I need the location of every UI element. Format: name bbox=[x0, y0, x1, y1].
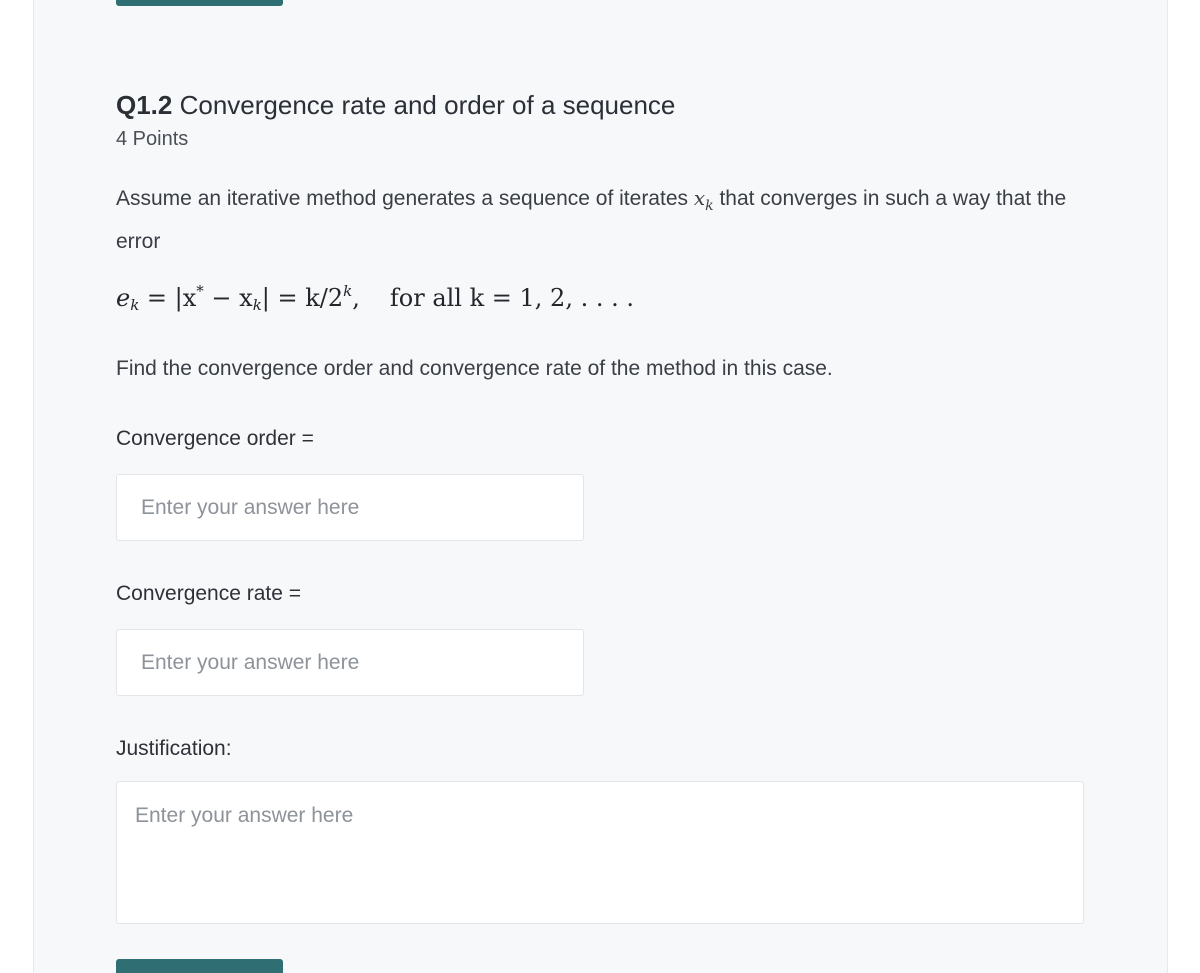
convergence-order-label: Convergence order = bbox=[116, 427, 314, 450]
prompt-text-start: Assume an iterative method generates a sequence of iterates bbox=[116, 187, 694, 210]
question-instruction: Find the convergence order and convergence rate of the method in this case. bbox=[116, 357, 833, 380]
justification-textarea[interactable] bbox=[116, 781, 1084, 924]
justification-label: Justification: bbox=[116, 737, 232, 760]
question-title bbox=[116, 90, 675, 121]
convergence-rate-label: Convergence rate = bbox=[116, 582, 302, 605]
convergence-rate-input[interactable] bbox=[116, 629, 584, 696]
error-equation: $e_k = |x^* - x_k| = k/2^k$, for all k = 1, 2, . . . . bbox=[116, 282, 634, 314]
question-title-text: Convergence rate and order of a sequence bbox=[179, 90, 676, 120]
equation-condition: for all k = 1, 2, . . . . bbox=[389, 284, 634, 312]
question-points: 4 Points bbox=[116, 128, 189, 150]
save-answer-button[interactable] bbox=[116, 959, 283, 973]
prompt-text-end: that converges in such a way that the error bbox=[116, 187, 1067, 253]
math-variable: $x_k$ bbox=[693, 186, 714, 214]
previous-save-button[interactable] bbox=[116, 0, 283, 6]
question-number: Q1.2 bbox=[116, 90, 173, 120]
question-prompt bbox=[116, 180, 1076, 260]
convergence-order-input[interactable] bbox=[116, 474, 584, 541]
